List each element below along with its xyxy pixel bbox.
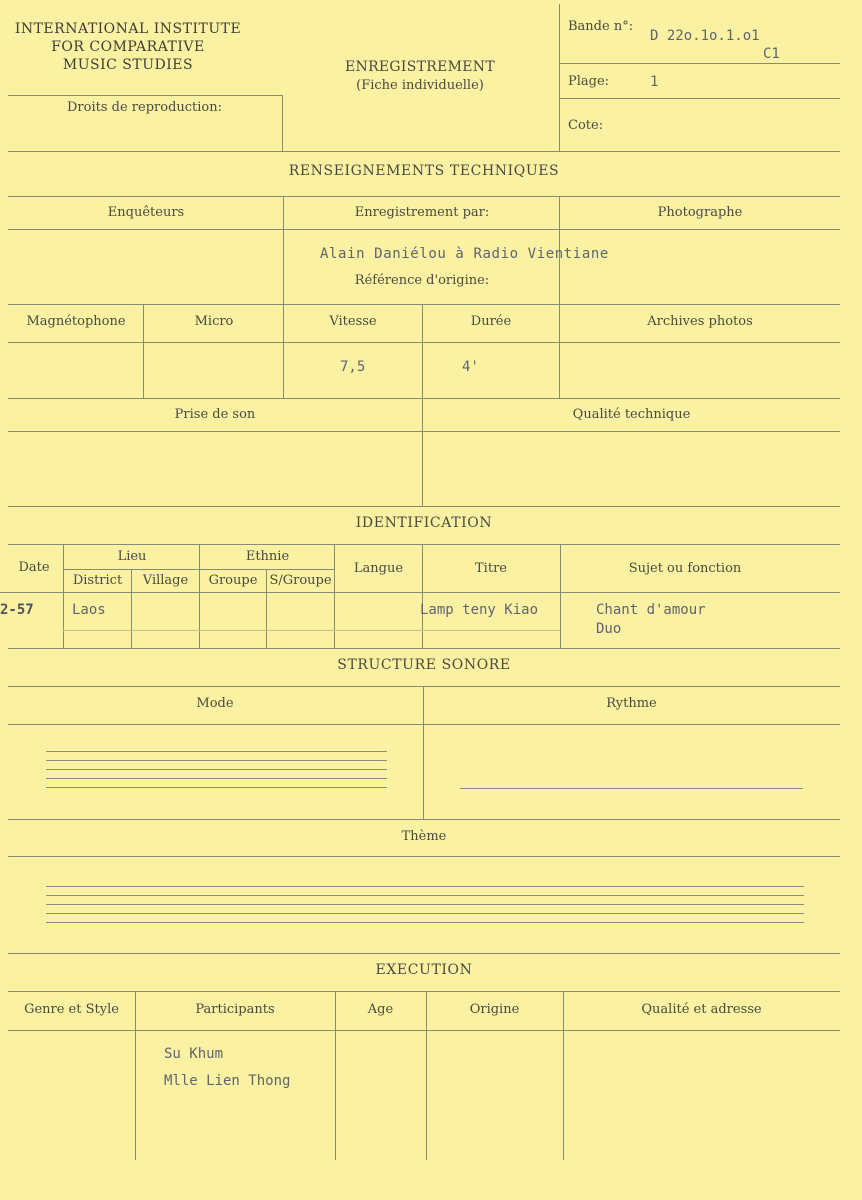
titre-label: Titre bbox=[475, 561, 507, 576]
district-value: Laos bbox=[72, 602, 106, 618]
district-label: District bbox=[72, 573, 123, 588]
archives-photos-label: Archives photos bbox=[647, 314, 753, 329]
sujet-value-2: Duo bbox=[596, 621, 622, 637]
execution-divider-1 bbox=[135, 991, 136, 1160]
village-label: Village bbox=[142, 573, 189, 588]
droits-box-divider bbox=[282, 95, 283, 151]
section-title-identification: IDENTIFICATION bbox=[355, 515, 493, 531]
identification-title-bottom-line bbox=[8, 544, 840, 545]
plage-value: 1 bbox=[650, 74, 659, 90]
theme-staff-line bbox=[46, 886, 804, 887]
structure-title-bottom-line bbox=[8, 686, 840, 687]
section-title-structure: STRUCTURE SONORE bbox=[337, 657, 511, 673]
technique-row2-label-line bbox=[8, 342, 840, 343]
enqueteurs-label: Enquêteurs bbox=[107, 205, 185, 220]
qualite-adresse-label: Qualité et adresse bbox=[641, 1002, 762, 1017]
execution-divider-4 bbox=[563, 991, 564, 1160]
technique-row3-top-line bbox=[8, 398, 840, 399]
mode-staff-line bbox=[46, 751, 387, 752]
institute-name-line2: FOR COMPARATIVE bbox=[51, 39, 205, 55]
technique-row2-divider-2 bbox=[283, 304, 284, 398]
sgroupe-label: S/Groupe bbox=[269, 573, 332, 588]
id-divider-lieu bbox=[199, 544, 200, 648]
execution-divider-2 bbox=[335, 991, 336, 1160]
micro-label: Micro bbox=[194, 314, 234, 329]
theme-label: Thème bbox=[401, 829, 447, 844]
bande-value: D 22o.1o.1.o1 bbox=[650, 28, 760, 44]
theme-staff-line bbox=[46, 922, 804, 923]
technique-row3-label-line bbox=[8, 431, 840, 432]
plage-label: Plage: bbox=[568, 74, 610, 89]
execution-divider-3 bbox=[426, 991, 427, 1160]
rythme-line bbox=[460, 788, 803, 789]
cote-label: Cote: bbox=[568, 118, 604, 133]
technique-row3-divider bbox=[422, 398, 423, 506]
theme-staff-line bbox=[46, 913, 804, 914]
execution-title-bottom-line bbox=[8, 991, 840, 992]
bande-value-2: C1 bbox=[763, 46, 780, 62]
mode-staff-line bbox=[46, 778, 387, 779]
magnetophone-label: Magnétophone bbox=[26, 314, 126, 329]
participant-name: Mlle Lien Thong bbox=[164, 1073, 291, 1089]
lieu-label: Lieu bbox=[117, 549, 147, 564]
participant-name: Su Khum bbox=[164, 1046, 224, 1062]
section-title-technique: RENSEIGNEMENTS TECHNIQUES bbox=[288, 163, 560, 179]
header-bottom-line bbox=[8, 151, 840, 152]
technique-label-row-line bbox=[8, 229, 840, 230]
id-divider-titre bbox=[560, 544, 561, 648]
structure-bottom-line bbox=[8, 953, 840, 954]
structure-mid-line bbox=[8, 819, 840, 820]
date-label: Date bbox=[18, 560, 50, 575]
sujet-fonction-label: Sujet ou fonction bbox=[628, 561, 742, 576]
duree-value: 4' bbox=[462, 359, 479, 375]
identification-label-bottom-line bbox=[0, 592, 840, 593]
origine-label: Origine bbox=[469, 1002, 520, 1017]
theme-staff-line bbox=[46, 904, 804, 905]
sujet-value: Chant d'amour bbox=[596, 602, 706, 618]
mode-label: Mode bbox=[196, 696, 234, 711]
mode-staff-line bbox=[46, 769, 387, 770]
mode-rythme-divider bbox=[423, 686, 424, 819]
photographe-label: Photographe bbox=[657, 205, 743, 220]
header-right-divider bbox=[559, 4, 560, 152]
technique-row2-divider-3 bbox=[422, 304, 423, 398]
mode-rythme-label-line bbox=[8, 724, 840, 725]
langue-label: Langue bbox=[353, 561, 404, 576]
technique-title-bottom-line bbox=[8, 196, 840, 197]
id-divider-date bbox=[63, 544, 64, 648]
enregistrement-par-label: Enregistrement par: bbox=[354, 205, 490, 220]
technique-row2-divider-4 bbox=[559, 304, 560, 398]
rythme-label: Rythme bbox=[606, 696, 657, 711]
bande-label: Bande n°: bbox=[568, 19, 634, 34]
age-label: Age bbox=[367, 1002, 394, 1017]
form-title: ENREGISTREMENT bbox=[345, 59, 495, 75]
technique-row2-divider-1 bbox=[143, 304, 144, 398]
mode-staff-line bbox=[46, 760, 387, 761]
reference-origine-label: Référence d'origine: bbox=[354, 273, 490, 288]
enregistrement-par-value: Alain Daniélou à Radio Vientiane bbox=[320, 246, 609, 262]
ethnie-label: Ethnie bbox=[245, 549, 290, 564]
vitesse-label: Vitesse bbox=[329, 314, 377, 329]
execution-label-line bbox=[8, 1030, 840, 1031]
identification-bottom-line bbox=[8, 648, 840, 649]
vitesse-value: 7,5 bbox=[340, 359, 366, 375]
technique-bottom-line bbox=[8, 506, 840, 507]
technique-row2-top-line bbox=[8, 304, 840, 305]
participants-label: Participants bbox=[195, 1002, 275, 1017]
droits-label: Droits de reproduction: bbox=[67, 100, 223, 115]
groupe-label: Groupe bbox=[208, 573, 258, 588]
date-value: 2-57 bbox=[0, 602, 34, 618]
section-title-execution: EXECUTION bbox=[375, 962, 473, 978]
droits-box-top bbox=[8, 95, 282, 96]
institute-name-line1: INTERNATIONAL INSTITUTE bbox=[14, 21, 242, 37]
id-divider-groupe bbox=[266, 569, 267, 648]
institute-name-line3: MUSIC STUDIES bbox=[62, 57, 194, 73]
genre-style-label: Genre et Style bbox=[24, 1002, 119, 1017]
identification-inner-faint-line bbox=[63, 630, 560, 631]
bande-bottom-line bbox=[560, 63, 840, 64]
mode-staff-line bbox=[46, 787, 387, 788]
id-divider-langue bbox=[422, 544, 423, 648]
id-divider-ethnie bbox=[334, 544, 335, 648]
plage-bottom-line bbox=[560, 98, 840, 99]
form-subtitle: (Fiche individuelle) bbox=[356, 78, 484, 93]
qualite-technique-label: Qualité technique bbox=[572, 407, 691, 422]
theme-label-line bbox=[8, 856, 840, 857]
duree-label: Durée bbox=[470, 314, 512, 329]
titre-value: Lamp teny Kiao bbox=[420, 602, 539, 618]
theme-staff-line bbox=[46, 895, 804, 896]
id-divider-district bbox=[131, 569, 132, 648]
prise-de-son-label: Prise de son bbox=[174, 407, 256, 422]
